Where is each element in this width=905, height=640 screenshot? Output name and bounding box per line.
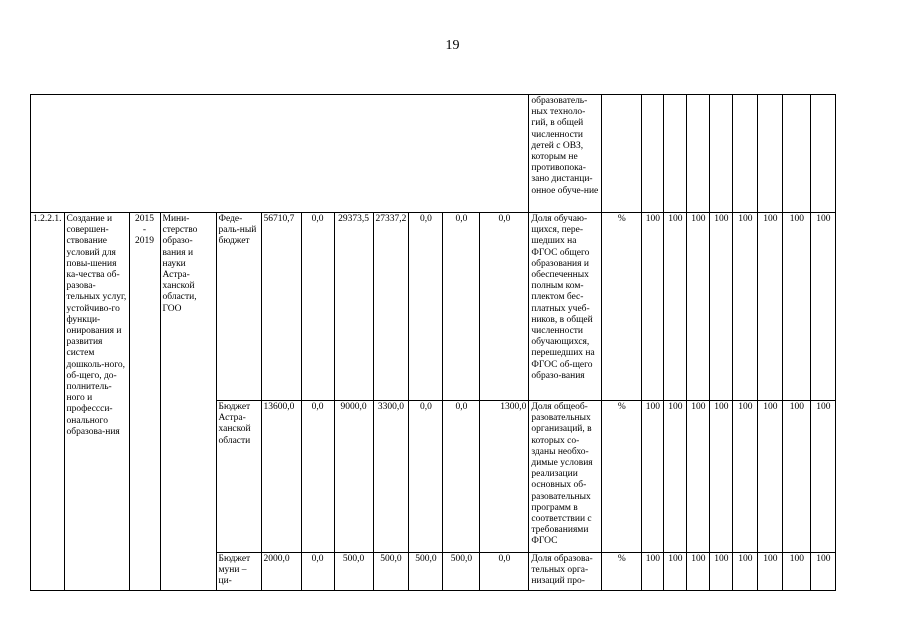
unit-cell: % xyxy=(602,401,642,553)
executor-cell: Мини-стерство образо-вания и науки Астра-ханской области, ГОО xyxy=(160,213,216,591)
source-cell: Феде-раль-ный бюджет xyxy=(216,213,261,401)
total-cell: 56710,7 xyxy=(261,213,301,401)
value-cell: 500,0 xyxy=(334,553,373,591)
target-cell: 100 xyxy=(664,401,687,553)
value-cell: 0,0 xyxy=(301,553,334,591)
value-cell: 9000,0 xyxy=(334,401,373,553)
target-cell: 100 xyxy=(783,553,811,591)
item-name-cell: Создание и совершен-ствование условий для повы-шения ка-чества об-разова-тельных услуг, устойчиво-го функци-онирования и развития систем дошколь-ного, об-щего, до-полнитель-ного и профессси-онального образова-ния xyxy=(64,213,129,591)
target-cell xyxy=(758,95,783,213)
period-cell xyxy=(129,213,160,591)
target-cell: 100 xyxy=(783,401,811,553)
target-cell: 100 xyxy=(642,213,664,401)
target-cell: 100 xyxy=(783,213,811,401)
page-number: 19 xyxy=(445,38,460,53)
value-cell: 0,0 xyxy=(480,213,529,401)
value-cell: 0,0 xyxy=(409,213,443,401)
total-cell: 2000,0 xyxy=(261,553,301,591)
period-dash: - xyxy=(142,225,147,236)
unit-cell: % xyxy=(602,553,642,591)
value-cell: 500,0 xyxy=(443,553,480,591)
target-cell xyxy=(733,95,758,213)
total-cell: 13600,0 xyxy=(261,401,301,553)
target-cell: 100 xyxy=(811,213,836,401)
period-start: 2015 xyxy=(135,214,154,224)
target-cell: 100 xyxy=(758,401,783,553)
program-table xyxy=(30,94,836,591)
value-cell: 0,0 xyxy=(443,213,480,401)
target-cell xyxy=(687,95,710,213)
value-cell: 1300,0 xyxy=(480,401,529,553)
target-cell: 100 xyxy=(642,553,664,591)
value-cell: 0,0 xyxy=(443,401,480,553)
target-cell: 100 xyxy=(733,213,758,401)
target-cell xyxy=(664,95,687,213)
target-cell: 100 xyxy=(811,401,836,553)
source-cell: Бюджет муни – ци- xyxy=(216,553,261,591)
value-cell: 500,0 xyxy=(409,553,443,591)
target-cell xyxy=(642,95,664,213)
target-cell: 100 xyxy=(733,401,758,553)
target-cell: 100 xyxy=(710,401,733,553)
target-cell: 100 xyxy=(811,553,836,591)
target-cell xyxy=(710,95,733,213)
value-cell: 0,0 xyxy=(301,401,334,553)
empty-merged-cell xyxy=(31,95,529,213)
value-cell: 0,0 xyxy=(301,213,334,401)
table-row-federal xyxy=(31,213,836,401)
indicator-cell: образователь-ных техноло-гий, в общей численности детей с ОВЗ, которым не противопока-зано дистанци-онное обуче-ние xyxy=(529,95,602,213)
item-code-cell: 1.2.2.1. xyxy=(31,213,65,591)
value-cell: 0,0 xyxy=(480,553,529,591)
target-cell: 100 xyxy=(687,401,710,553)
unit-cell: % xyxy=(602,213,642,401)
value-cell: 27337,2 xyxy=(373,213,409,401)
target-cell: 100 xyxy=(710,213,733,401)
target-cell: 100 xyxy=(687,553,710,591)
indicator-cell: Доля образова-тельных орга-низаций про- xyxy=(529,553,602,591)
source-cell: Бюджет Астра-ханской области xyxy=(216,401,261,553)
unit-cell xyxy=(602,95,642,213)
target-cell: 100 xyxy=(758,553,783,591)
table-row-continuation xyxy=(31,95,836,213)
target-cell: 100 xyxy=(758,213,783,401)
target-cell xyxy=(783,95,811,213)
period-end: 2019 xyxy=(135,236,154,247)
target-cell: 100 xyxy=(664,213,687,401)
target-cell: 100 xyxy=(733,553,758,591)
indicator-cell: Доля общеоб-разовательных организаций, в которых со-зданы необхо-димые условия реализации основных об-разовательных программ в соответствии с требованиями ФГОС xyxy=(529,401,602,553)
value-cell: 0,0 xyxy=(409,401,443,553)
value-cell: 500,0 xyxy=(373,553,409,591)
indicator-cell: Доля обучаю-щихся, пере-шедших на ФГОС общего образования и обеспеченных полным ком-плектом бес-платных учеб-ников, в общей численности обучающихся, перешедших на ФГОС об-щего образо-вания xyxy=(529,213,602,401)
target-cell: 100 xyxy=(710,553,733,591)
target-cell xyxy=(811,95,836,213)
target-cell: 100 xyxy=(687,213,710,401)
target-cell: 100 xyxy=(642,401,664,553)
target-cell: 100 xyxy=(664,553,687,591)
value-cell: 29373,5 xyxy=(334,213,373,401)
value-cell: 3300,0 xyxy=(373,401,409,553)
